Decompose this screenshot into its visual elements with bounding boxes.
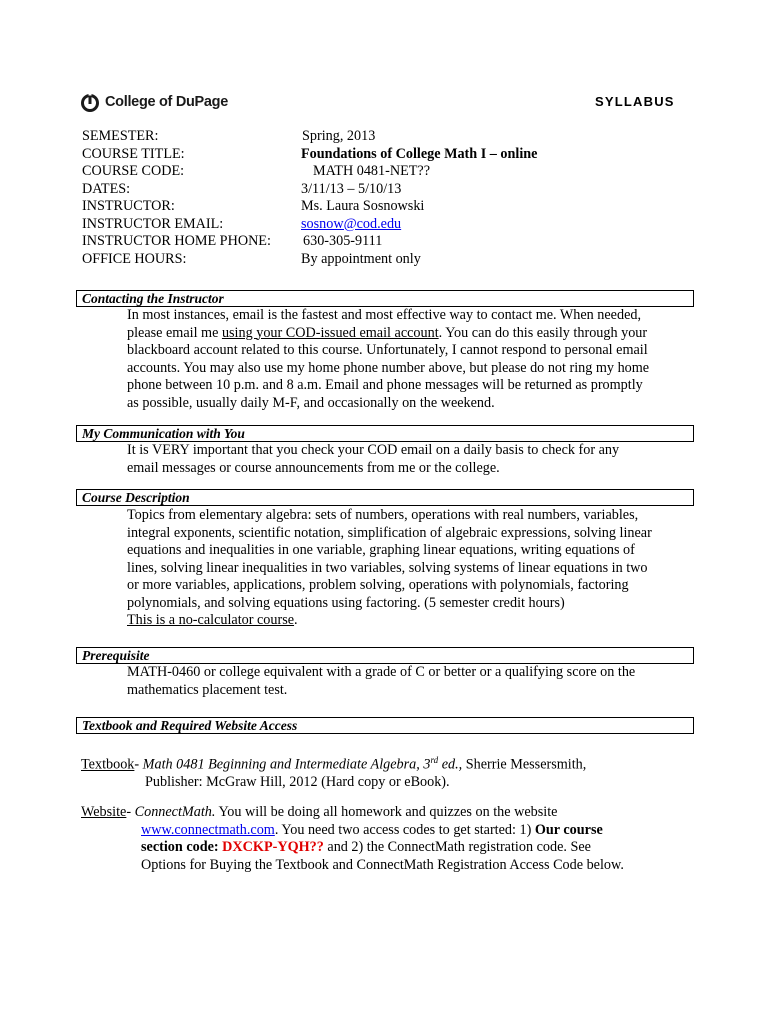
info-row-course-title (82, 146, 682, 164)
website-line: section code: DXCKP-YQH?? and 2) the ConnectMath registration code. See (141, 839, 591, 855)
text-line: integral exponents, scientific notation, simplification of algebraic expressions, solving linear (127, 524, 652, 541)
info-row-office-hours (82, 251, 682, 269)
textbook-entry (81, 752, 691, 792)
info-value: MATH 0481-NET?? (313, 163, 431, 179)
info-value: Ms. Laura Sosnowski (301, 198, 425, 214)
college-logo (80, 92, 228, 112)
textbook-title: Math 0481 Beginning and Intermediate Algebra, 3 (142, 756, 431, 773)
section-code: DXCKP-YQH?? (222, 839, 324, 855)
course-info-block (82, 128, 682, 268)
document-type-title: SYLLABUS (595, 94, 675, 109)
info-label: INSTRUCTOR: (82, 198, 175, 214)
logo-text: College of DuPage (105, 94, 229, 110)
info-row-instructor-email (82, 216, 682, 234)
text-line: email messages or course announcements from me or the college. (127, 459, 500, 476)
info-label: COURSE TITLE: (82, 145, 185, 162)
description-paragraph (127, 507, 697, 630)
text-line: Topics from elementary algebra: sets of numbers, operations with real numbers, variables, (127, 507, 639, 523)
info-value: By appointment only (301, 250, 421, 267)
college-of-dupage-logo-icon (80, 92, 100, 112)
text-line: phone between 10 p.m. and 8 a.m. Email and phone messages will be returned as promptly (127, 377, 643, 393)
info-row-course-code (82, 163, 682, 181)
website-label: Website (81, 804, 127, 820)
info-row-home-phone (82, 233, 682, 251)
contacting-paragraph (127, 307, 697, 412)
info-label: COURSE CODE: (82, 163, 185, 179)
text-line: equations and inequalities in one variable, graphing linear equations, writing equations of (127, 542, 635, 558)
website-line: Options for Buying the Textbook and ConnectMath Registration Access Code below. (141, 856, 624, 873)
communication-paragraph (127, 442, 697, 477)
section-header-textbook: Textbook and Required Website Access (76, 717, 694, 734)
info-label: INSTRUCTOR HOME PHONE: (82, 233, 271, 249)
textbook-line: Textbook- Math 0481 Beginning and Intermediate Algebra, 3rd ed., Sherrie Messersmith, (81, 755, 587, 773)
info-row-semester (82, 128, 682, 146)
website-entry (81, 804, 691, 874)
text-line: MATH-0460 or college equivalent with a grade of C or better or a qualifying score on the (127, 664, 636, 680)
text-line: This is a no-calculator course. (127, 612, 298, 628)
info-label: SEMESTER: (82, 128, 159, 144)
prerequisite-paragraph (127, 664, 697, 699)
instructor-email-link[interactable]: sosnow@cod.edu (301, 215, 402, 232)
info-value: 3/11/13 – 5/10/13 (301, 180, 402, 197)
text-line: or more variables, applications, problem solving, operations with polynomials, factoring (127, 577, 629, 593)
info-value: 630-305-9111 (303, 233, 383, 249)
info-label: INSTRUCTOR EMAIL: (82, 215, 224, 232)
website-line: www.connectmath.com. You need two access codes to get started: 1) Our course (141, 821, 603, 838)
info-row-instructor (82, 198, 682, 216)
text-line: polynomials, and solving equations using factoring. (5 semester credit hours) (127, 594, 565, 611)
text-line: In most instances, email is the fastest and most effective way to contact me. When needed, (127, 307, 642, 323)
section-header-contacting: Contacting the Instructor (76, 290, 694, 307)
text-line: please email me using your COD-issued email account. You can do this easily through your (127, 324, 648, 341)
info-label: DATES: (82, 180, 131, 197)
text-line: as possible, usually daily M-F, and occasionally on the weekend. (127, 394, 495, 411)
text-line: It is VERY important that you check your COD email on a daily basis to check for any (127, 442, 620, 458)
section-header-description: Course Description (76, 489, 694, 506)
website-line: Website- ConnectMath. You will be doing all homework and quizzes on the website (81, 804, 558, 820)
info-value: Foundations of College Math I – online (301, 145, 538, 162)
text-line: lines, solving linear inequalities in two variables, solving systems of linear equations in two (127, 559, 648, 576)
publisher-line: Publisher: McGraw Hill, 2012 (Hard copy or eBook). (145, 774, 450, 791)
info-value (301, 216, 401, 234)
info-label: OFFICE HOURS: (82, 250, 187, 267)
textbook-label: Textbook (81, 756, 135, 773)
text-line: blackboard account related to this course. Unfortunately, I cannot respond to personal email (127, 342, 648, 358)
text-line: accounts. You may also use my home phone number above, but please do not ring my home (127, 359, 650, 376)
info-row-dates (82, 181, 682, 199)
connectmath-link[interactable]: www.connectmath.com (141, 821, 275, 838)
text-line: mathematics placement test. (127, 681, 288, 698)
info-value: Spring, 2013 (302, 128, 376, 144)
section-header-communication: My Communication with You (76, 425, 694, 442)
section-header-prerequisite: Prerequisite (76, 647, 694, 664)
